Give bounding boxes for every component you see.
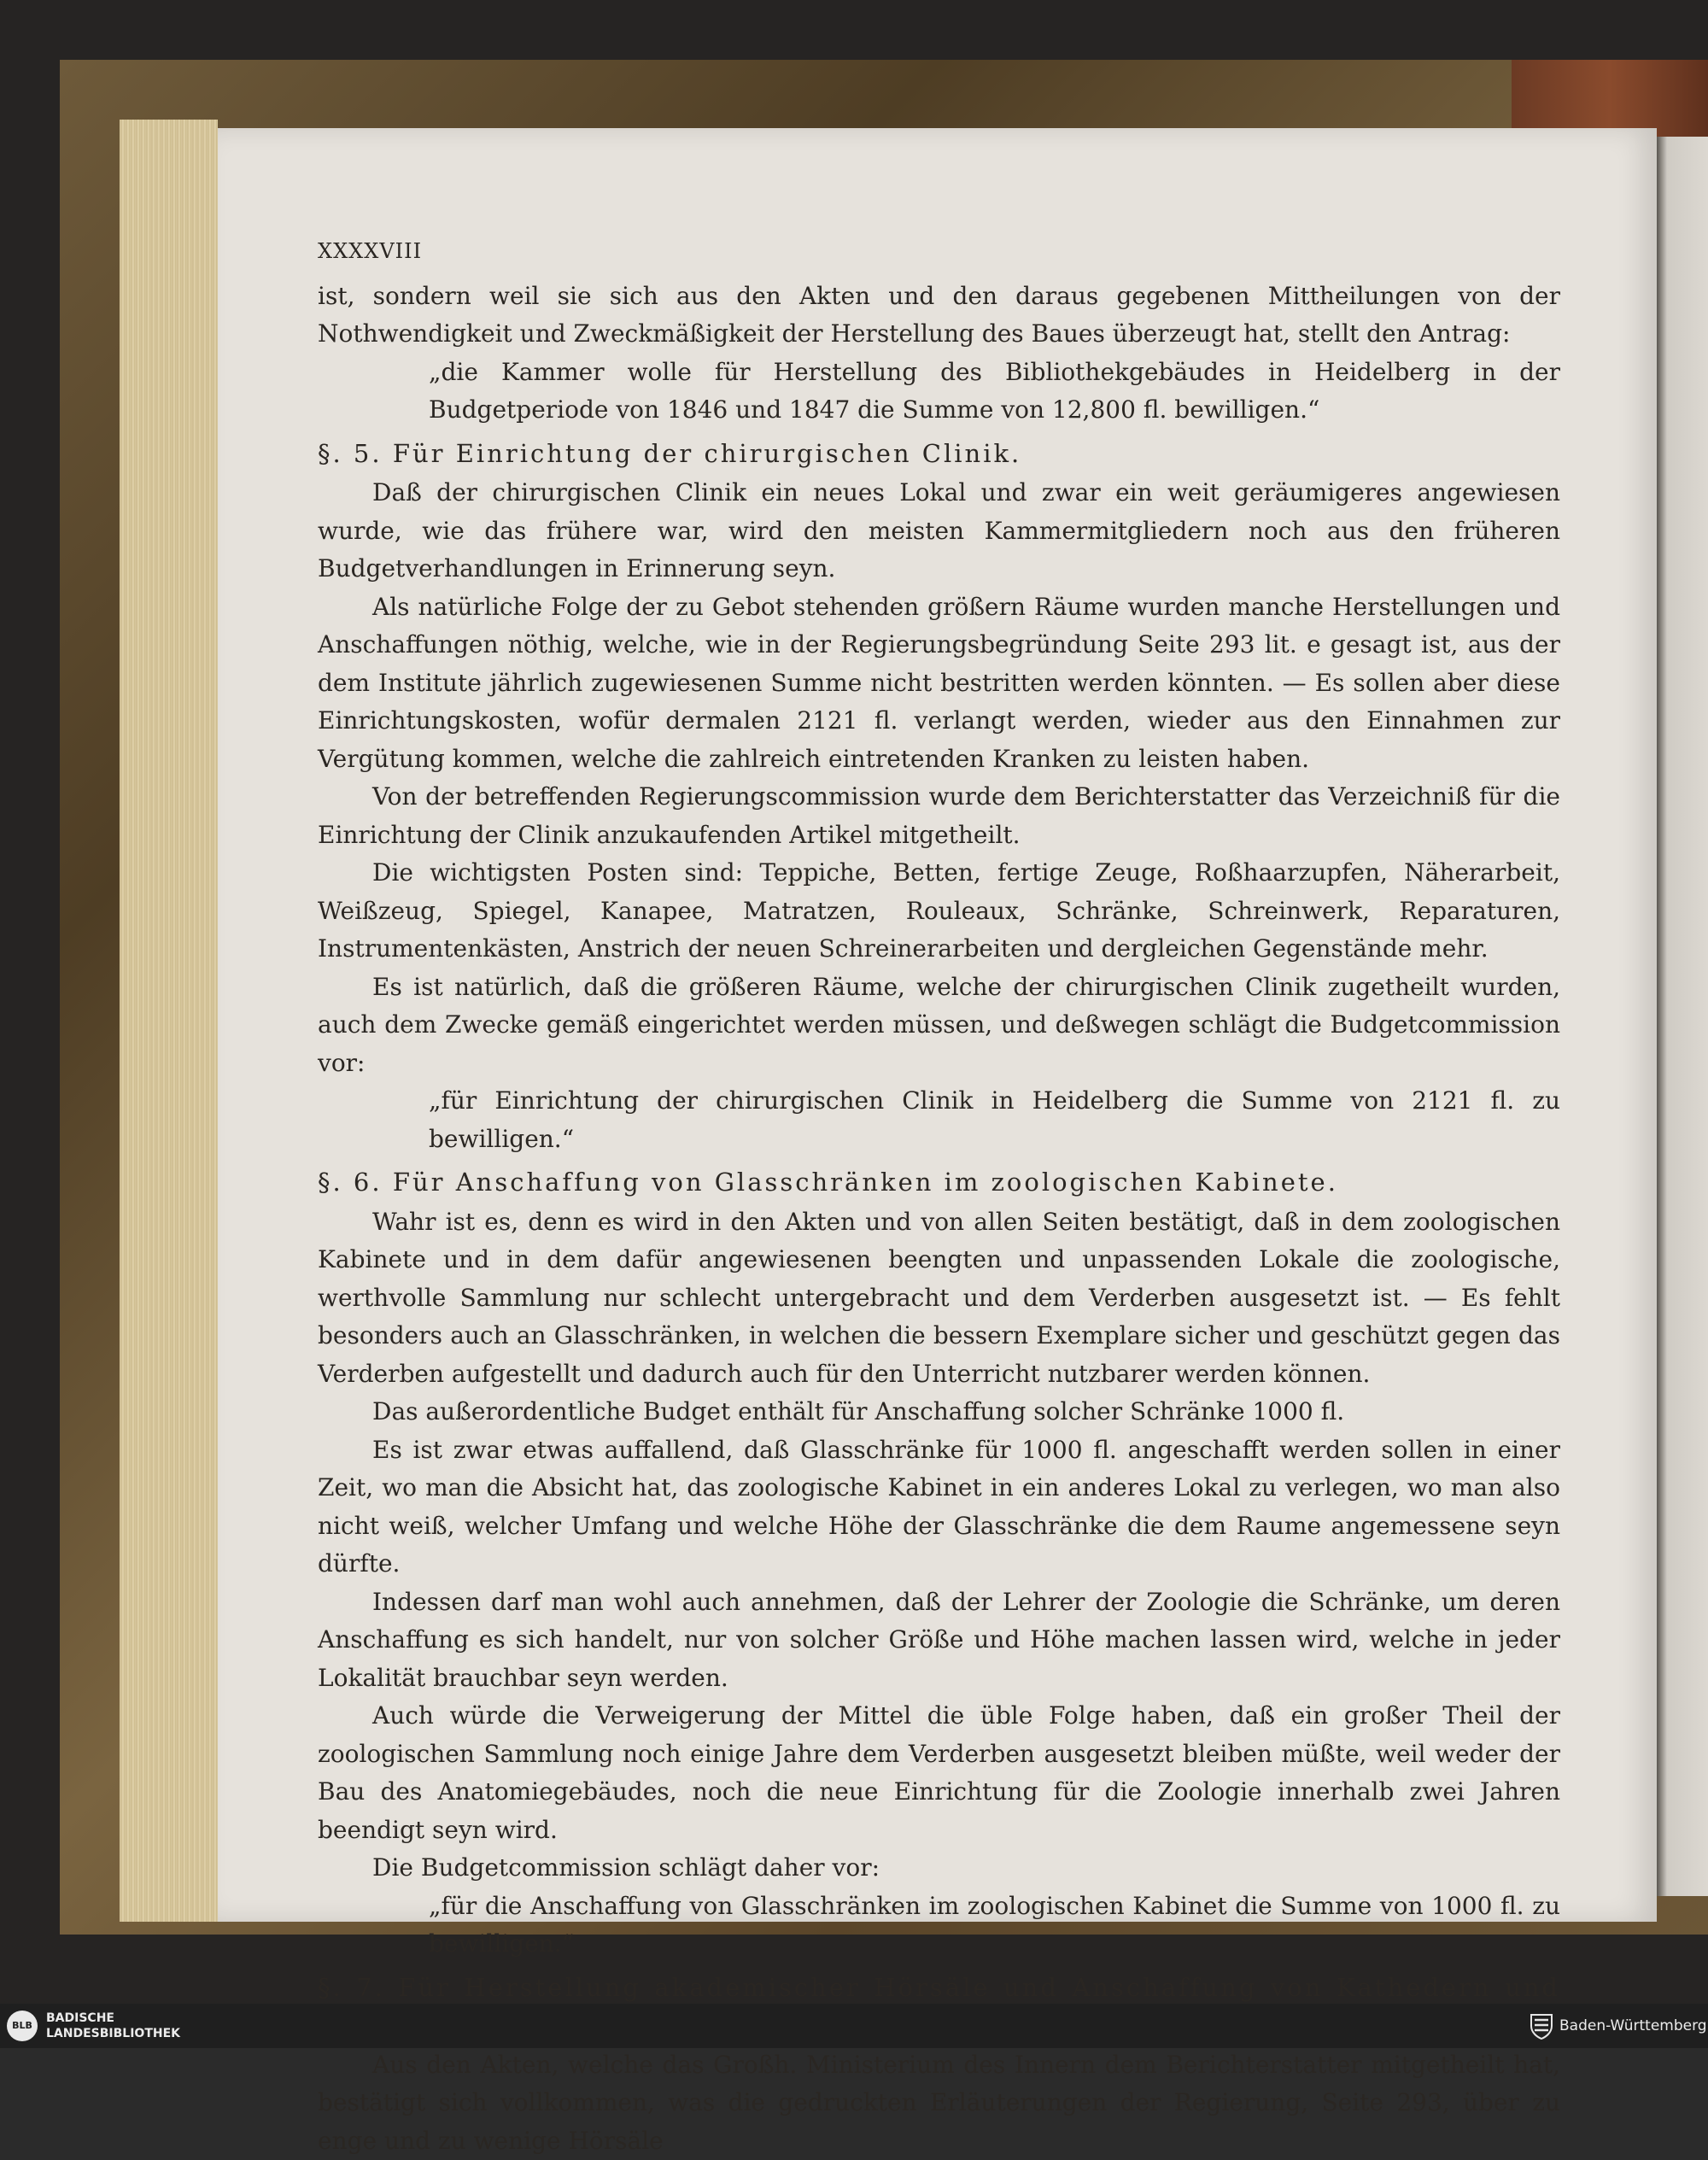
- page-text: [318, 232, 1560, 2160]
- text-blocks: [318, 278, 1560, 2160]
- baden-wuerttemberg-emblem-icon[interactable]: [1529, 2012, 1554, 2040]
- paragraph: Indessen darf man wohl auch annehmen, daß der Lehrer der Zoologie die Schränke, um deren Anschaffung es sich handelt, nur von solcher Größe und Höhe machen lassen wird, welche in jeder Lokalität brauchbar seyn werden.: [318, 1583, 1560, 1698]
- paragraph: Es ist natürlich, daß die größeren Räume, welche der chirurgischen Clinik zugetheilt wurden, auch dem Zwecke gemäß eingerichtet werden müssen, und deßwegen schlägt die Budgetcommission vor:: [318, 969, 1560, 1083]
- next-page-edge: [1657, 137, 1708, 1896]
- library-name-line1: BADISCHE: [46, 2011, 180, 2026]
- section-heading: §. 5. Für Einrichtung der chirurgischen Clinik.: [318, 435, 1560, 473]
- page-number: XXXXVIII: [318, 232, 1560, 271]
- paragraph: Wahr ist es, denn es wird in den Akten und von allen Seiten bestätigt, daß in dem zoologischen Kabinete und in dem dafür angewiesenen beengten und unpassenden Lokale die zoologische, werthvolle Sammlung nur schlecht untergebracht und dem Verderben ausgesetzt ist. — Es fehlt besonders auch an Glasschränken, in welchen die bessern Exemplare sicher und geschützt gegen das Verderben aufgestellt und dadurch auch für den Unterricht nutzbarer werden können.: [318, 1203, 1560, 1394]
- paragraph: Auch würde die Verweigerung der Mittel die üble Folge haben, daß ein großer Theil der zoologischen Sammlung noch einige Jahre dem Verderben ausgesetzt bleiben müßte, weil weder der Bau des Anatomiegebäudes, noch die neue Einrichtung für die Zoologie innerhalb zwei Jahren beendigt seyn wird.: [318, 1697, 1560, 1849]
- section-heading: §. 7. Für Herstellung akademischer Hörsäle und Anschaffung von Kathedern und: [318, 1969, 1560, 2045]
- blb-logo[interactable]: BLB: [7, 2011, 38, 2041]
- paragraph: Daß der chirurgischen Clinik ein neues Lokal und zwar ein weit geräumigeres angewiesen wurde, wie das frühere war, wird den meisten Kammermitgliedern noch aus den früheren Budgetverhandlungen in Erinnerung seyn.: [318, 474, 1560, 588]
- footer-bar: [0, 2004, 1708, 2048]
- page-edges: [120, 120, 218, 1922]
- section-heading: §. 6. Für Anschaffung von Glasschränken im zoologischen Kabinete.: [318, 1163, 1560, 1202]
- proposal-quote: „die Kammer wolle für Herstellung des Bibliothekgebäudes in Heidelberg in der Budgetperiode von 1846 und 1847 die Summe von 12,800 fl. bewilligen.“: [318, 354, 1560, 430]
- paragraph: Es ist zwar etwas auffallend, daß Glasschränke für 1000 fl. angeschafft werden sollen in einer Zeit, wo man die Absicht hat, das zoologische Kabinet in ein anderes Lokal zu verlegen, wo man also nicht weiß, welcher Umfang und welche Höhe der Glasschränke die dem Raume angemessene seyn dürfte.: [318, 1431, 1560, 1583]
- library-name[interactable]: [46, 2011, 180, 2041]
- paragraph: Als natürliche Folge der zu Gebot stehenden größern Räume wurden manche Herstellungen und Anschaffungen nöthig, welche, wie in der Regierungsbegründung Seite 293 lit. e gesagt ist, aus der dem Institute jährlich zugewiesenen Summe nicht bestritten werden könnten. — Es sollen aber diese Einrichtungskosten, wofür dermalen 2121 fl. verlangt werden, wieder aus den Einnahmen zur Vergütung kommen, welche die zahlreich eintretenden Kranken zu leisten haben.: [318, 588, 1560, 779]
- paragraph: Von der betreffenden Regierungscommission wurde dem Berichterstatter das Verzeichniß für die Einrichtung der Clinik anzukaufenden Artikel mitgetheilt.: [318, 778, 1560, 854]
- proposal-quote: „für die Anschaffung von Glasschränken im zoologischen Kabinet die Summe von 1000 fl. zu bewilligen.“: [318, 1888, 1560, 1964]
- library-name-line2: LANDESBIBLIOTHEK: [46, 2026, 180, 2041]
- leather-spine: [1512, 60, 1708, 137]
- proposal-quote: „für Einrichtung der chirurgischen Clinik in Heidelberg die Summe von 2121 fl. zu bewilligen.“: [318, 1082, 1560, 1158]
- paragraph: Aus den Akten, welche das Großh. Ministerium des Innern dem Berichterstatter mitgetheilt hat, bestätigt sich vollkommen, was die gedruckten Erläuterungen der Regierung, Seite 293, über zu enge und zu wenige Hörsäle: [318, 2046, 1560, 2160]
- state-name[interactable]: Baden-Württemberg: [1559, 2016, 1707, 2036]
- paragraph: Die wichtigsten Posten sind: Teppiche, Betten, fertige Zeuge, Roßhaarzupfen, Näherarbeit, Weißzeug, Spiegel, Kanapee, Matratzen, Rouleaux, Schränke, Schreinwerk, Reparaturen, Instrumentenkästen, Anstrich der neuen Schreinerarbeiten und dergleichen Gegenstände mehr.: [318, 854, 1560, 969]
- paragraph: Das außerordentliche Budget enthält für Anschaffung solcher Schränke 1000 fl.: [318, 1393, 1560, 1431]
- paragraph: Die Budgetcommission schlägt daher vor:: [318, 1849, 1560, 1888]
- paragraph: ist, sondern weil sie sich aus den Akten und den daraus gegebenen Mittheilungen von der Nothwendigkeit und Zweckmäßigkeit der Herstellung des Baues überzeugt hat, stellt den Antrag:: [318, 278, 1560, 354]
